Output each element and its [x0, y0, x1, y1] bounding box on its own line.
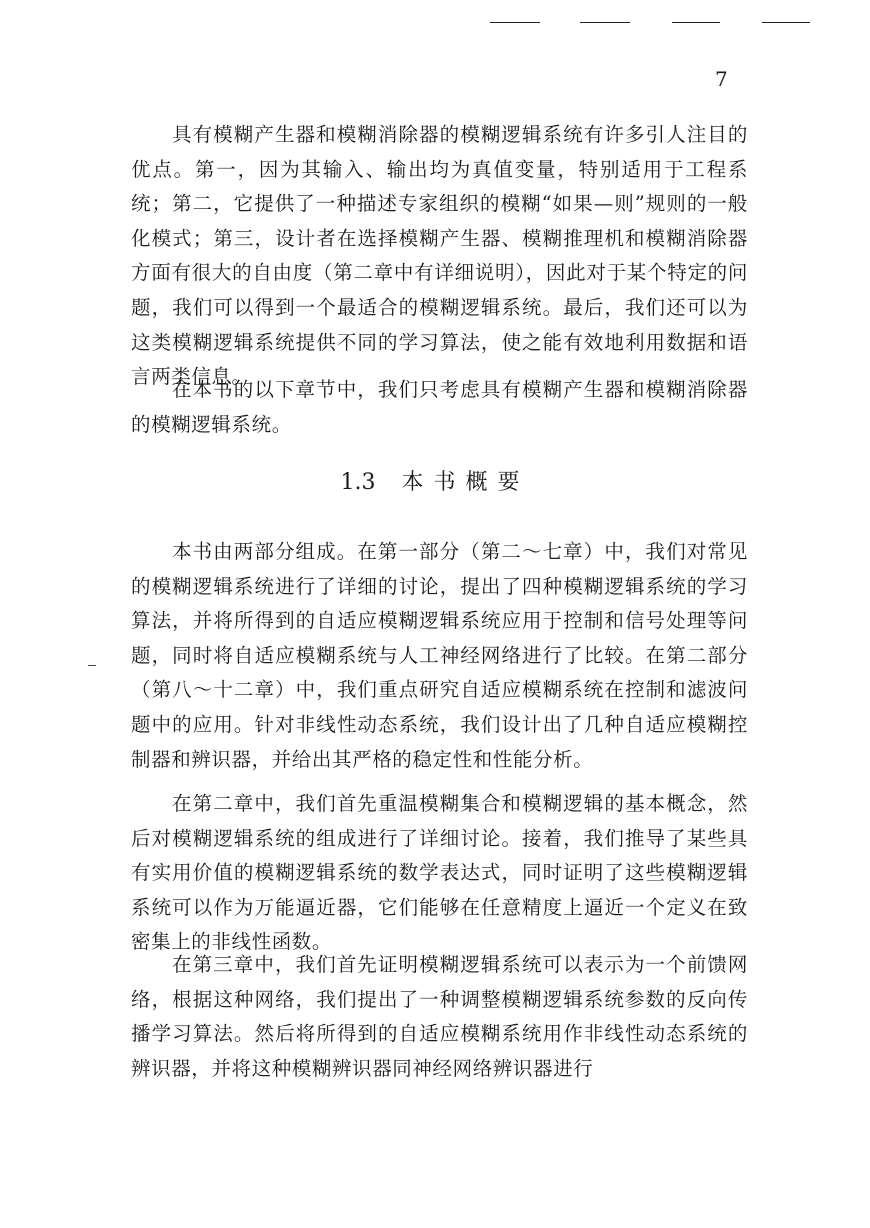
paragraph-fuzzy-system-advantages: 具有模糊产生器和模糊消除器的模糊逻辑系统有许多引人注目的优点。第一，因为其输入、输出均为真值变量，特别适用于工程系统；第二，它提供了一种描述专家组织的模糊“如果—则”规则的一般化模式；第三，设计者在选择模糊产生器、模糊推理机和模糊消除器方面有很大的自由度（第二章中有详细说明），因此对于某个特定的问题，我们可以得到一个最适合的模糊逻辑系统。最后，我们还可以为这类模糊逻辑系统提供不同的学习算法，使之能有效地利用数据和语言两类信息。 [131, 123, 748, 389]
section-heading [0, 468, 870, 498]
paragraph-chapter-two: 在第二章中，我们首先重温模糊集合和模糊逻辑的基本概念，然后对模糊逻辑系统的组成进行了详细讨论。接着，我们推导了某些具有实用价值的模糊逻辑系统的数学表达式，同时证明了这些模糊逻辑系统可以作为万能逼近器，它们能够在任意精度上逼近一个定义在致密集上的非线性函数。 [131, 792, 748, 954]
section-number: 1.3 [340, 470, 376, 495]
header-rule-2 [580, 22, 630, 23]
header-rule-4 [762, 22, 810, 23]
header-rule-1 [490, 22, 540, 23]
paragraph-scope: 在本书的以下章节中，我们只考虑具有模糊产生器和模糊消除器的模糊逻辑系统。 [131, 378, 748, 436]
paragraph-chapter-three: 在第三章中，我们首先证明模糊逻辑系统可以表示为一个前馈网络，根据这种网络，我们提出了一种调整模糊逻辑系统参数的反向传播学习算法。然后将所得到的自适应模糊系统用作非线性动态系统的辨识器，并将这种模糊辨识器同神经网络辨识器进行 [131, 953, 748, 1080]
header-rule-3 [672, 22, 720, 23]
section-title: 本书概要 [401, 470, 530, 495]
page-number: 7 [715, 67, 728, 91]
margin-mark [88, 665, 96, 666]
paragraph-book-structure: 本书由两部分组成。在第一部分（第二～七章）中，我们对常见的模糊逻辑系统进行了详细的讨论，提出了四种模糊逻辑系统的学习算法，并将所得到的自适应模糊逻辑系统应用于控制和信号处理等问题，同时将自适应模糊系统与人工神经网络进行了比较。在第二部分（第八～十二章）中，我们重点研究自适应模糊系统在控制和滤波问题中的应用。针对非线性动态系统，我们设计出了几种自适应模糊控制器和辨识器，并给出其严格的稳定性和性能分析。 [131, 540, 748, 771]
